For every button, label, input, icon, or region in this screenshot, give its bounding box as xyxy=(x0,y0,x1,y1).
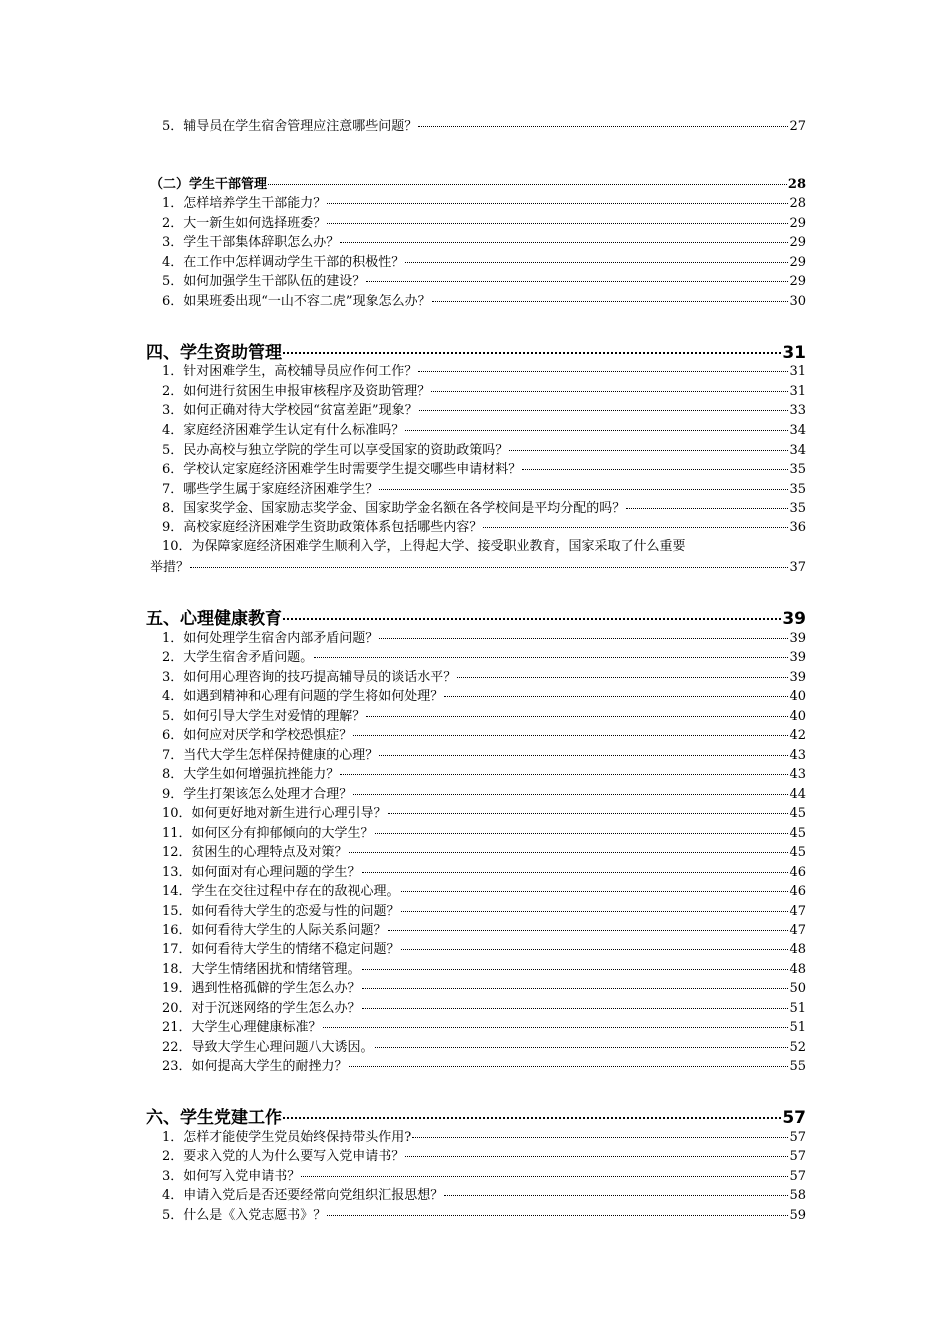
toc-entry-title: 5．民办高校与独立学院的学生可以享受国家的资助政策吗？ xyxy=(162,443,509,458)
toc-page-number: 35 xyxy=(789,462,806,477)
toc-entry-title: 4．申请入党后是否还要经常向党组织汇报思想？ xyxy=(162,1188,444,1203)
dot-leader xyxy=(444,683,788,697)
toc-entry-title: 5．什么是《入党志愿书》？ xyxy=(162,1208,327,1223)
toc-page-number: 39 xyxy=(782,609,806,629)
dot-leader xyxy=(301,1163,788,1177)
toc-entry-title: 7．哪些学生属于家庭经济困难学生？ xyxy=(162,482,379,497)
toc-entry-title: 10．为保障家庭经济困难学生顺利入学，上得起大学、接受职业教育，国家采取了什么重要 xyxy=(162,539,686,554)
toc-entry-title-continued: 举措？ xyxy=(150,560,190,575)
toc-entry-title: 1．如何处理学生宿舍内部矛盾问题？ xyxy=(162,631,379,646)
dot-leader xyxy=(283,335,781,354)
toc-entry-title: 2．大一新生如何选择班委？ xyxy=(162,216,327,231)
toc-page-number: 29 xyxy=(789,216,806,231)
toc-entry-title: 5．如何引导大学生对爱情的理解？ xyxy=(162,709,366,724)
dot-leader xyxy=(327,190,788,204)
toc-entry[interactable] xyxy=(162,291,806,310)
dot-leader xyxy=(457,664,788,678)
toc-chapter-title: 五、心理健康教育 xyxy=(146,609,282,629)
toc-page-number: 58 xyxy=(789,1188,806,1203)
toc-entry-title: 1．怎样培养学生干部能力？ xyxy=(162,196,327,211)
toc-page-number: 30 xyxy=(789,294,806,309)
toc-entry[interactable] xyxy=(162,1056,806,1075)
dot-leader xyxy=(509,437,788,451)
dot-leader xyxy=(362,956,789,970)
toc-entry-title: 4．在工作中怎样调动学生干部的积极性？ xyxy=(162,255,405,270)
toc-page-number: 57 xyxy=(789,1169,806,1184)
toc-page-number: 59 xyxy=(789,1208,806,1223)
toc-page-number: 47 xyxy=(789,904,806,919)
dot-leader xyxy=(375,820,789,834)
toc-page-number: 57 xyxy=(782,1108,806,1128)
toc-entry[interactable] xyxy=(162,517,806,536)
toc-page-number: 39 xyxy=(789,670,806,685)
toc-entry-title: 6．如何应对厌学和学校恐惧症？ xyxy=(162,728,353,743)
toc-page-number: 28 xyxy=(787,177,806,192)
toc-entry-title: 22．导致大学生心理问题八大诱因。 xyxy=(162,1040,374,1055)
toc-entry-title: 2．大学生宿舍矛盾问题。 xyxy=(162,650,314,665)
toc-page-number: 36 xyxy=(789,520,806,535)
toc-chapter-title: 四、学生资助管理 xyxy=(146,343,282,363)
toc-entry-title: 21．大学生心理健康标准？ xyxy=(162,1020,322,1035)
toc-entry-title: 10．如何更好地对新生进行心理引导？ xyxy=(162,806,387,821)
toc-page-number: 46 xyxy=(789,884,806,899)
toc-page-number: 45 xyxy=(789,845,806,860)
toc-page-number: 28 xyxy=(789,196,806,211)
toc-entry-title: 4．如遇到精神和心理有问题的学生将如何处理？ xyxy=(162,689,444,704)
toc-entry-title: 17．如何看待大学生的情绪不稳定问题？ xyxy=(162,942,400,957)
toc-chapter-title: 六、学生党建工作 xyxy=(146,1108,282,1128)
toc-page-number: 40 xyxy=(789,709,806,724)
toc-entry-title: 1．怎样才能使学生党员始终保持带头作用? xyxy=(162,1130,412,1145)
toc-page-number: 33 xyxy=(789,403,806,418)
toc-page-number: 48 xyxy=(789,962,806,977)
toc-entry-title: 3．如何正确对待大学校园“贫富差距”现象？ xyxy=(162,403,418,418)
dot-leader xyxy=(418,113,788,127)
toc-entry-title: 3．如何用心理咨询的技巧提高辅导员的谈话水平？ xyxy=(162,670,457,685)
toc-entry-title: 13．如何面对有心理问题的学生？ xyxy=(162,865,361,880)
dot-leader xyxy=(314,644,788,658)
toc-page-number: 51 xyxy=(789,1020,806,1035)
toc-entry-title: 18．大学生情绪困扰和情绪管理。 xyxy=(162,962,361,977)
dot-leader xyxy=(388,917,789,931)
toc-page-number: 34 xyxy=(789,443,806,458)
dot-leader xyxy=(401,898,789,912)
toc-entry-title: 1．针对困难学生，高校辅导员应作何工作？ xyxy=(162,364,418,379)
toc-entry-title: 16．如何看待大学生的人际关系问题？ xyxy=(162,923,387,938)
toc-page-number: 34 xyxy=(789,423,806,438)
dot-leader xyxy=(366,703,788,717)
dot-leader xyxy=(283,601,781,620)
toc-entry-title: 8．大学生如何增强抗挫能力？ xyxy=(162,767,340,782)
toc-entry-title: 6．学校认定家庭经济困难学生时需要学生提交哪些申请材料？ xyxy=(162,462,522,477)
dot-leader xyxy=(323,1014,789,1028)
dot-leader xyxy=(379,625,788,639)
dot-leader xyxy=(268,171,787,185)
dot-leader xyxy=(483,514,788,528)
toc-entry-title: 2．要求入党的人为什么要写入党申请书？ xyxy=(162,1149,405,1164)
dot-leader xyxy=(190,554,788,568)
toc-page-number: 57 xyxy=(789,1130,806,1145)
toc-page-number: 50 xyxy=(789,981,806,996)
dot-leader xyxy=(327,210,788,224)
toc-page-number: 43 xyxy=(789,767,806,782)
dot-leader xyxy=(340,761,788,775)
toc-page-number: 43 xyxy=(789,748,806,763)
toc-entry-title: 5．如何加强学生干部队伍的建设？ xyxy=(162,274,366,289)
dot-leader xyxy=(362,859,789,873)
toc-entry-title: 2．如何进行贫困生申报审核程序及资助管理？ xyxy=(162,384,431,399)
dot-leader xyxy=(412,1124,788,1138)
dot-leader xyxy=(340,229,788,243)
dot-leader xyxy=(327,1202,788,1216)
dot-leader xyxy=(401,878,789,892)
toc-page-number: 40 xyxy=(789,689,806,704)
toc-page-number: 47 xyxy=(789,923,806,938)
toc-page-number: 44 xyxy=(789,787,806,802)
toc-page-number: 35 xyxy=(789,501,806,516)
toc-page-number: 45 xyxy=(789,806,806,821)
dot-leader xyxy=(349,839,789,853)
toc-entry-title: 14．学生在交往过程中存在的敌视心理。 xyxy=(162,884,400,899)
dot-leader xyxy=(388,800,789,814)
dot-leader xyxy=(362,995,789,1009)
toc-entry-title: 11．如何区分有抑郁倾向的大学生？ xyxy=(162,826,374,841)
toc-page-number: 29 xyxy=(789,235,806,250)
toc-entry-title: 9．学生打架该怎么处理才合理？ xyxy=(162,787,353,802)
toc-page-number: 39 xyxy=(789,631,806,646)
toc-entry-title: 23．如何提高大学生的耐挫力？ xyxy=(162,1059,348,1074)
dot-leader xyxy=(401,936,789,950)
toc-entry-title: 9．高校家庭经济困难学生资助政策体系包括哪些内容？ xyxy=(162,520,483,535)
dot-leader xyxy=(405,417,788,431)
toc-page-number: 29 xyxy=(789,255,806,270)
dot-leader xyxy=(418,358,788,372)
dot-leader xyxy=(379,476,788,490)
dot-leader xyxy=(362,975,789,989)
toc-entry-title: 8．国家奖学金、国家励志奖学金、国家助学金名额在各学校间是平均分配的吗？ xyxy=(162,501,626,516)
toc-entry-title: 3．学生干部集体辞职怎么办？ xyxy=(162,235,340,250)
toc-entry-title: 7．当代大学生怎样保持健康的心理？ xyxy=(162,748,379,763)
toc-page-number: 27 xyxy=(789,119,806,134)
toc-page-number: 42 xyxy=(789,728,806,743)
dot-leader xyxy=(349,1053,789,1067)
toc-entry-title: 19．遇到性格孤僻的学生怎么办？ xyxy=(162,981,361,996)
dot-leader xyxy=(353,722,788,736)
toc-page-number: 52 xyxy=(789,1040,806,1055)
toc-entry-title: 6．如果班委出现“一山不容二虎”现象怎么办？ xyxy=(162,294,431,309)
toc-entry-title: 15．如何看待大学生的恋爱与性的问题？ xyxy=(162,904,400,919)
toc-entry-title: 4．家庭经济困难学生认定有什么标准吗？ xyxy=(162,423,405,438)
toc-page-number: 51 xyxy=(789,1001,806,1016)
dot-leader xyxy=(432,288,789,302)
dot-leader xyxy=(283,1100,781,1119)
dot-leader xyxy=(431,378,788,392)
dot-leader xyxy=(366,268,788,282)
dot-leader xyxy=(353,781,788,795)
toc-page-number: 46 xyxy=(789,865,806,880)
dot-leader xyxy=(379,742,788,756)
toc-page-number: 37 xyxy=(789,560,806,575)
toc-page-number: 45 xyxy=(789,826,806,841)
toc-entry[interactable] xyxy=(162,116,806,135)
toc-page-number: 55 xyxy=(789,1059,806,1074)
dot-leader xyxy=(405,1143,788,1157)
toc-entry-title: 20．对于沉迷网络的学生怎么办？ xyxy=(162,1001,361,1016)
toc-page-number: 31 xyxy=(782,343,806,363)
toc-page-number: 35 xyxy=(789,482,806,497)
toc-entry[interactable] xyxy=(150,557,806,576)
toc-entry[interactable] xyxy=(162,1205,806,1224)
toc-page-number: 57 xyxy=(789,1149,806,1164)
dot-leader xyxy=(522,456,788,470)
dot-leader xyxy=(444,1182,788,1196)
toc-entry-title: 5．辅导员在学生宿舍管理应注意哪些问题？ xyxy=(162,119,418,134)
toc-page-number: 29 xyxy=(789,274,806,289)
dot-leader xyxy=(626,495,788,509)
toc-entry-title: 3．如何写入党申请书？ xyxy=(162,1169,301,1184)
toc-subsection-title: （二）学生干部管理 xyxy=(150,177,268,192)
dot-leader xyxy=(405,249,788,263)
toc-entry-title: 12．贫困生的心理特点及对策？ xyxy=(162,845,348,860)
dot-leader xyxy=(375,1034,789,1048)
toc-page-number: 31 xyxy=(789,384,806,399)
toc-page-number: 31 xyxy=(789,364,806,379)
dot-leader xyxy=(419,397,789,411)
toc-page-number: 48 xyxy=(789,942,806,957)
toc-page-number: 39 xyxy=(789,650,806,665)
